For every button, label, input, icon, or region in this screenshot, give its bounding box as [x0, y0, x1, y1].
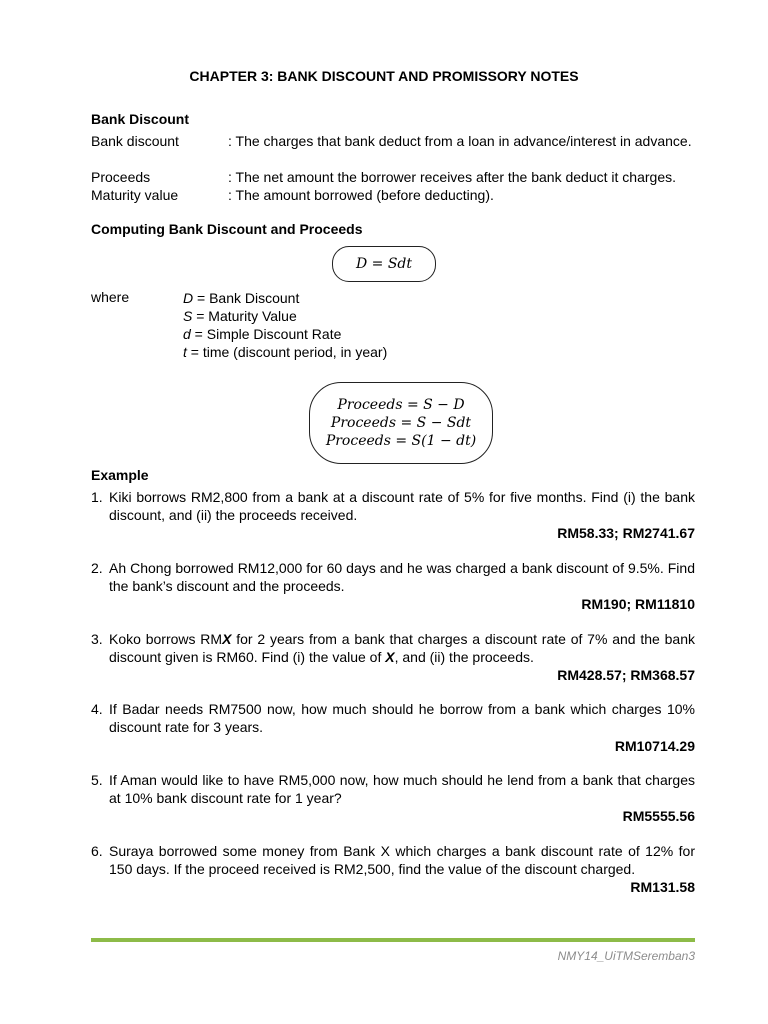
discount-formula-box — [332, 246, 436, 282]
definition-text: : The amount borrowed (before deducting). — [228, 187, 494, 203]
example-item — [91, 842, 695, 896]
example-answer: RM428.57; RM368.57 — [557, 667, 695, 683]
example-heading: Example — [91, 467, 149, 483]
definition-text: : The net amount the borrower receives after the bank deduct it charges. — [228, 169, 676, 185]
example-item — [91, 630, 695, 684]
variable-item: S = Maturity Value — [183, 308, 297, 324]
definition-term: Bank discount — [91, 133, 179, 149]
example-answer: RM58.33; RM2741.67 — [557, 525, 695, 541]
example-item — [91, 559, 695, 613]
example-number: 3. — [91, 631, 103, 647]
variable-item: t = time (discount period, in year) — [183, 344, 388, 360]
variable-list — [183, 289, 387, 361]
proceeds-formula: Proceeds = S(1 − dt) — [325, 433, 477, 449]
definition-text: : The charges that bank deduct from a loan in advance/interest in advance. — [228, 133, 692, 149]
example-answer: RM131.58 — [630, 879, 695, 895]
discount-formula: D = Sdt — [355, 256, 413, 272]
definition-maturity-value — [91, 186, 695, 204]
example-item — [91, 771, 695, 825]
example-item — [91, 488, 695, 542]
variable-item: d = Simple Discount Rate — [183, 326, 342, 342]
where-label: where — [91, 289, 130, 305]
example-answer: RM10714.29 — [614, 738, 695, 754]
page-title: CHAPTER 3: BANK DISCOUNT AND PROMISSORY NOTES — [189, 68, 579, 84]
example-number: 1. — [91, 489, 103, 505]
example-question: Koko borrows RMX for 2 years from a bank that charges a discount rate of 7% and the bank discount given is RM60. Find (i) the value of X, and (ii) the proceeds. — [109, 631, 695, 665]
example-number: 6. — [91, 843, 103, 859]
footer-divider — [91, 938, 695, 942]
example-question: Suraya borrowed some money from Bank X which charges a bank discount rate of 12% for 150 days. If the proceed received is RM2,500, find the value of the discount charged. — [109, 843, 695, 877]
example-number: 4. — [91, 701, 103, 717]
example-question: Ah Chong borrowed RM12,000 for 60 days and he was charged a bank discount of 9.5%. Find the bank’s discount and the proceeds. — [109, 560, 695, 594]
example-question: If Aman would like to have RM5,000 now, how much should he lend from a bank that charges at 10% bank discount rate for 1 year? — [109, 772, 695, 806]
definition-bank-discount — [91, 132, 695, 168]
example-question: If Badar needs RM7500 now, how much should he borrow from a bank which charges 10% discount rate for 3 years. — [109, 701, 695, 735]
bank-discount-heading: Bank Discount — [91, 111, 190, 127]
computing-heading: Computing Bank Discount and Proceeds — [91, 221, 363, 237]
example-answer: RM190; RM11810 — [581, 596, 695, 612]
definition-term: Maturity value — [91, 187, 179, 203]
example-question: Kiki borrows RM2,800 from a bank at a discount rate of 5% for five months. Find (i) the bank discount, and (ii) the proceeds received. — [109, 489, 695, 523]
footer-text: NMY14_UiTMSeremban3 — [557, 949, 695, 963]
definition-proceeds — [91, 168, 695, 186]
example-answer: RM5555.56 — [622, 808, 695, 824]
definition-term: Proceeds — [91, 169, 151, 185]
example-number: 2. — [91, 560, 103, 576]
proceeds-formula: Proceeds = S − D — [337, 397, 465, 413]
variable-item: D = Bank Discount — [183, 290, 300, 306]
example-number: 5. — [91, 772, 103, 788]
proceeds-formula: Proceeds = S − Sdt — [330, 415, 472, 431]
example-item — [91, 700, 695, 754]
proceeds-formula-box — [309, 382, 493, 464]
